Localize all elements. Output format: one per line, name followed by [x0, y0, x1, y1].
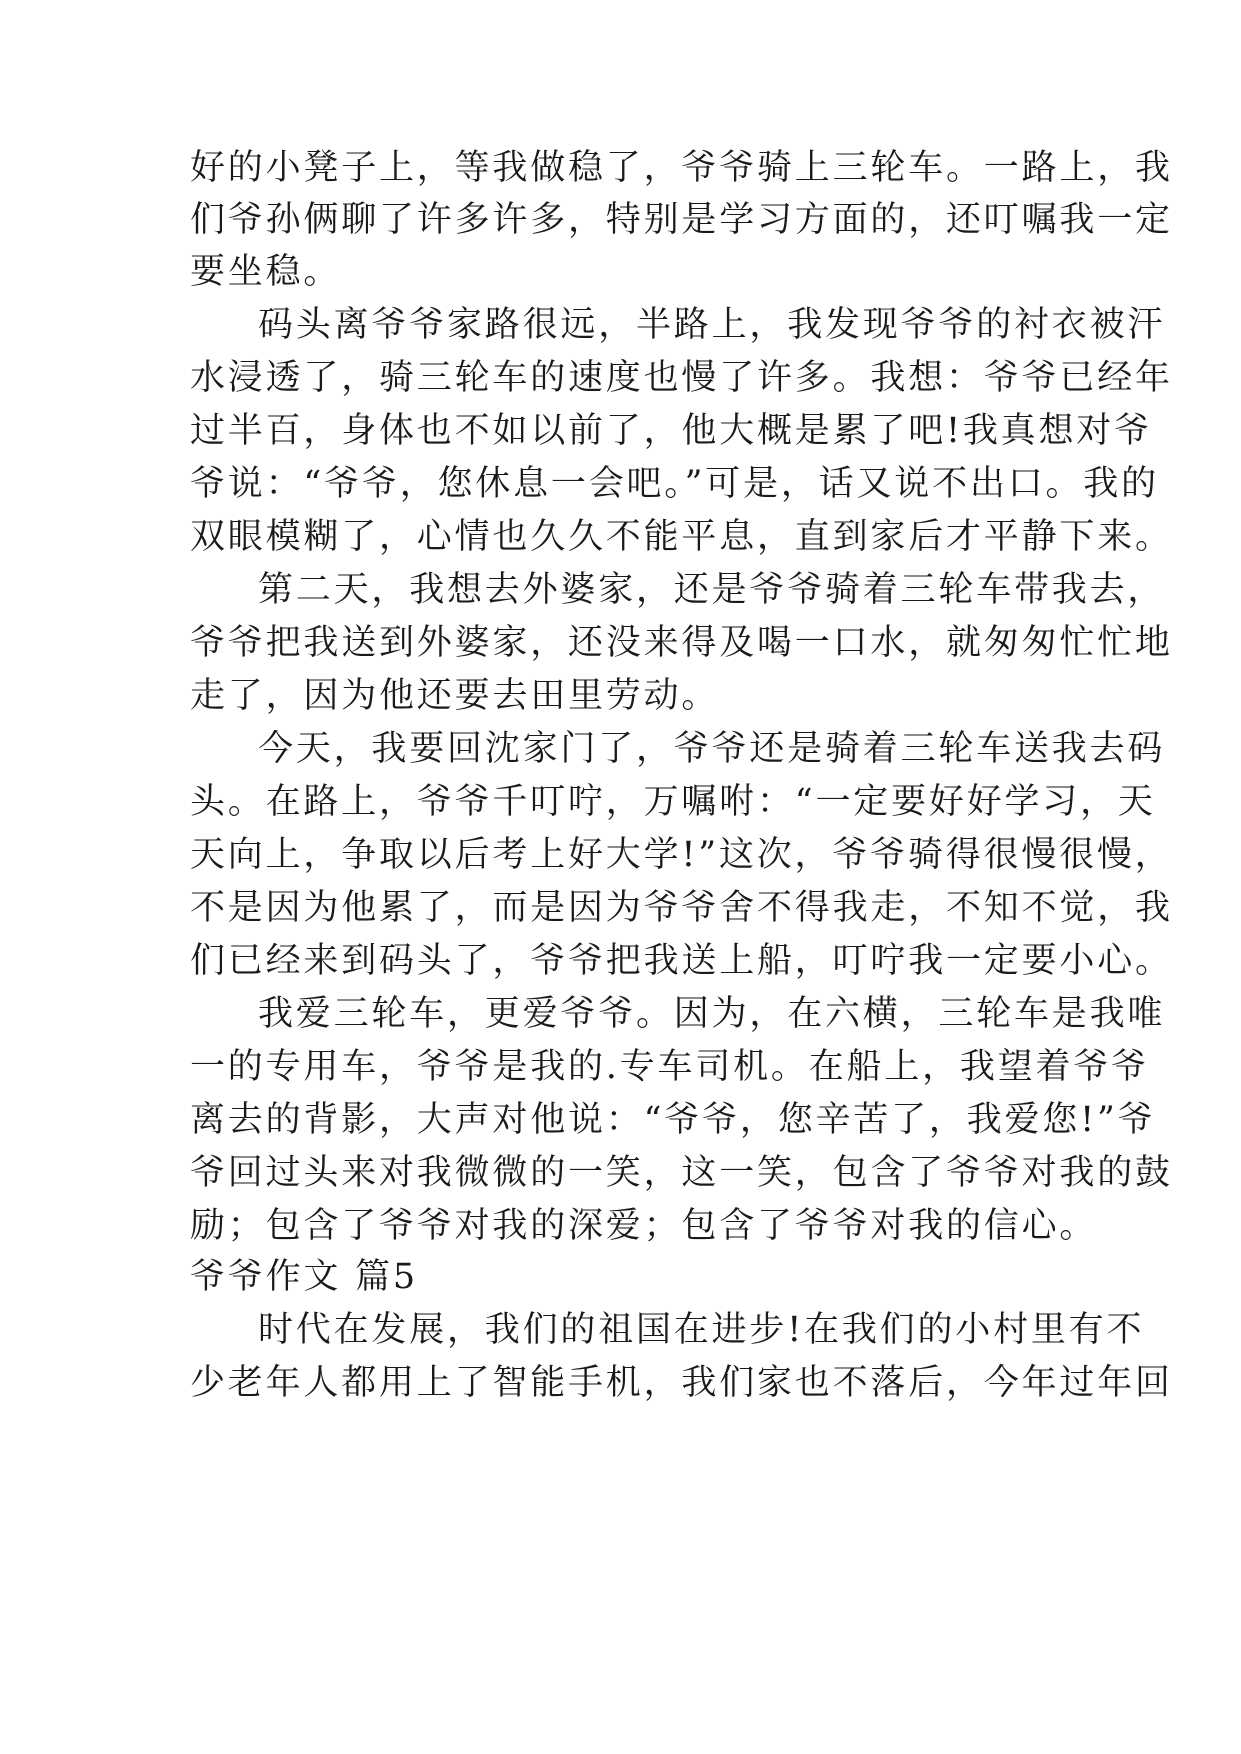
paragraph-line: 爷爷把我送到外婆家，还没来得及喝一口水，就匆匆忙忙地 — [190, 623, 1173, 663]
paragraph-line: 码头离爷爷家路很远，半路上，我发现爷爷的衬衣被汗 — [258, 305, 1166, 345]
paragraph-line: 离去的背影，大声对他说：“爷爷，您辛苦了，我爱您!”爷 — [190, 1100, 1156, 1140]
paragraph-line: 励；包含了爷爷对我的深爱；包含了爷爷对我的信心。 — [190, 1206, 1098, 1246]
section-heading: 爷爷作文 篇5 — [190, 1257, 418, 1297]
paragraph-line: 好的小凳子上，等我做稳了，爷爷骑上三轮车。一路上，我 — [190, 148, 1173, 188]
paragraph-line: 头。在路上，爷爷千叮咛，万嘱咐：“一定要好好学习，天 — [190, 782, 1156, 822]
paragraph-line: 时代在发展，我们的祖国在进步!在我们的小村里有不 — [258, 1310, 1145, 1350]
paragraph-line: 一的专用车，爷爷是我的.专车司机。在船上，我望着爷爷 — [190, 1047, 1149, 1087]
paragraph-line: 第二天，我想去外婆家，还是爷爷骑着三轮车带我去， — [258, 570, 1166, 610]
paragraph-line: 不是因为他累了，而是因为爷爷舍不得我走，不知不觉，我 — [190, 888, 1173, 928]
paragraph-line: 走了，因为他还要去田里劳动。 — [190, 676, 720, 716]
paragraph-line: 少老年人都用上了智能手机，我们家也不落后，今年过年回 — [190, 1363, 1173, 1403]
paragraph-line: 双眼模糊了，心情也久久不能平息，直到家后才平静下来。 — [190, 517, 1173, 557]
paragraph-line: 今天，我要回沈家门了，爷爷还是骑着三轮车送我去码 — [258, 729, 1166, 769]
paragraph-line: 们已经来到码头了，爷爷把我送上船，叮咛我一定要小心。 — [190, 941, 1173, 981]
paragraph-line: 过半百，身体也不如以前了，他大概是累了吧!我真想对爷 — [190, 411, 1152, 451]
paragraph-line: 爷说：“爷爷，您休息一会吧。”可是，话又说不出口。我的 — [190, 464, 1159, 504]
paragraph-line: 水浸透了，骑三轮车的速度也慢了许多。我想：爷爷已经年 — [190, 358, 1173, 398]
paragraph-line: 我爱三轮车，更爱爷爷。因为，在六横，三轮车是我唯 — [258, 994, 1166, 1034]
paragraph-line: 们爷孙俩聊了许多许多，特别是学习方面的，还叮嘱我一定 — [190, 200, 1173, 240]
paragraph-line: 天向上，争取以后考上好大学!”这次，爷爷骑得很慢很慢， — [190, 835, 1173, 875]
paragraph-line: 爷回过头来对我微微的一笑，这一笑，包含了爷爷对我的鼓 — [190, 1153, 1173, 1193]
paragraph-line: 要坐稳。 — [190, 252, 342, 292]
